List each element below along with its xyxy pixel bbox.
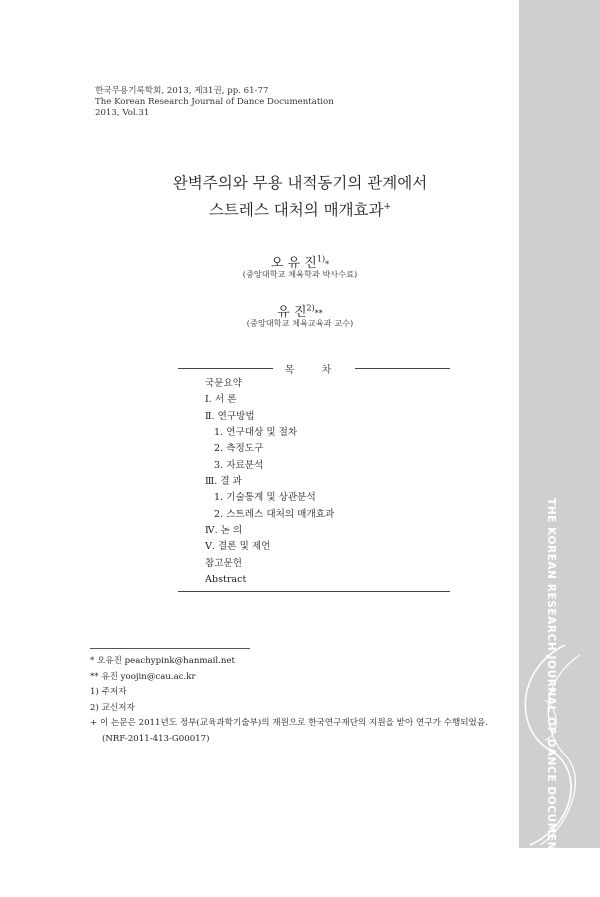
toc-top-rule-left (178, 368, 273, 369)
author-2-name: 유 진 (277, 305, 307, 320)
toc-item: 참고문헌 (205, 557, 243, 569)
title-line-1: 완벽주의와 무용 내적동기의 관계에서 (172, 174, 428, 192)
journal-name-en: The Korean Research Journal of Dance Documentation (95, 97, 334, 107)
toc-item: Ⅲ. 결 과 (205, 476, 242, 488)
toc-title: 목 차 (284, 365, 344, 376)
author-2-mark: ** (314, 309, 323, 318)
toc-top-rule-right (355, 368, 450, 369)
table-of-contents (205, 376, 334, 588)
footnote (90, 654, 488, 670)
footnote (90, 716, 488, 732)
author-1-affiliation: (중앙대학교 체육학과 박사수료) (242, 269, 358, 279)
title-line-2 (150, 195, 450, 222)
toc-item: 1. 연구대상 및 절차 (214, 427, 298, 439)
footnote-text: 이 논문은 2011년도 정부(교육과학기술부)의 재원으로 한국연구재단의 지원을 받아 연구가 수행되었음. (99, 718, 488, 728)
toc-item: Abstract (205, 574, 247, 586)
footnote-mark: ** (90, 671, 99, 682)
footnote (90, 732, 488, 748)
author-1-sup: 1) (316, 254, 326, 264)
toc-item: 국문요약 (205, 378, 243, 389)
journal-citation: 한국무용기록학회, 2013, 제31권, pp. 61-77 (95, 86, 269, 96)
footnote-rule (90, 648, 250, 649)
toc-item: 3. 자료분석 (214, 459, 264, 471)
journal-header (95, 86, 334, 119)
footnote-mark: * (90, 656, 95, 666)
footnote (90, 701, 488, 717)
footnote-text: 교신저자 (101, 702, 135, 713)
swirl-logo-icon (505, 640, 600, 850)
title-line-2-text: 스트레스 대처의 매개효과 (208, 201, 384, 220)
author-2-affiliation: (중앙대학교 체육교육과 교수) (246, 318, 354, 328)
footnote-text: 유진 yoojin@cau.ac.kr (101, 671, 196, 682)
author-1-mark: * (325, 260, 330, 269)
sidebar-journal-title: THE KOREAN RESEARCH JOURNAL OF DANCE DOCUMENTATION (545, 498, 557, 897)
toc-item: Ⅴ. 결론 및 제언 (205, 541, 271, 553)
journal-year-vol: 2013, Vol.31 (95, 108, 150, 118)
toc-item: 2. 스트레스 대처의 매개효과 (214, 508, 335, 520)
author-2-sup: 2) (306, 303, 315, 313)
footnote (90, 670, 488, 686)
toc-item: Ⅰ. 서 론 (205, 394, 237, 406)
paper-title (150, 171, 450, 222)
footnote-mark: 1) (90, 687, 99, 697)
footnote (90, 685, 488, 701)
toc-item: Ⅱ. 연구방법 (205, 410, 255, 422)
toc-bottom-rule (178, 591, 450, 592)
footnotes (90, 654, 488, 747)
toc-heading-row (178, 361, 450, 376)
toc-item: 1. 기술통계 및 상관분석 (214, 492, 316, 504)
author-1-name: 오 유 진 (270, 256, 317, 271)
footnote-mark: 2) (90, 702, 99, 713)
footnote-text: 주저자 (101, 687, 127, 697)
footnote-text: (NRF-2011-413-G00017) (102, 733, 210, 744)
toc-item: 2. 측정도구 (214, 443, 264, 455)
footnote-text: 오유진 peachypink@hanmail.net (97, 656, 235, 666)
title-funding-mark: + (383, 202, 392, 212)
toc-item: Ⅳ. 논 의 (205, 525, 243, 537)
footnote-mark: + (90, 718, 98, 728)
